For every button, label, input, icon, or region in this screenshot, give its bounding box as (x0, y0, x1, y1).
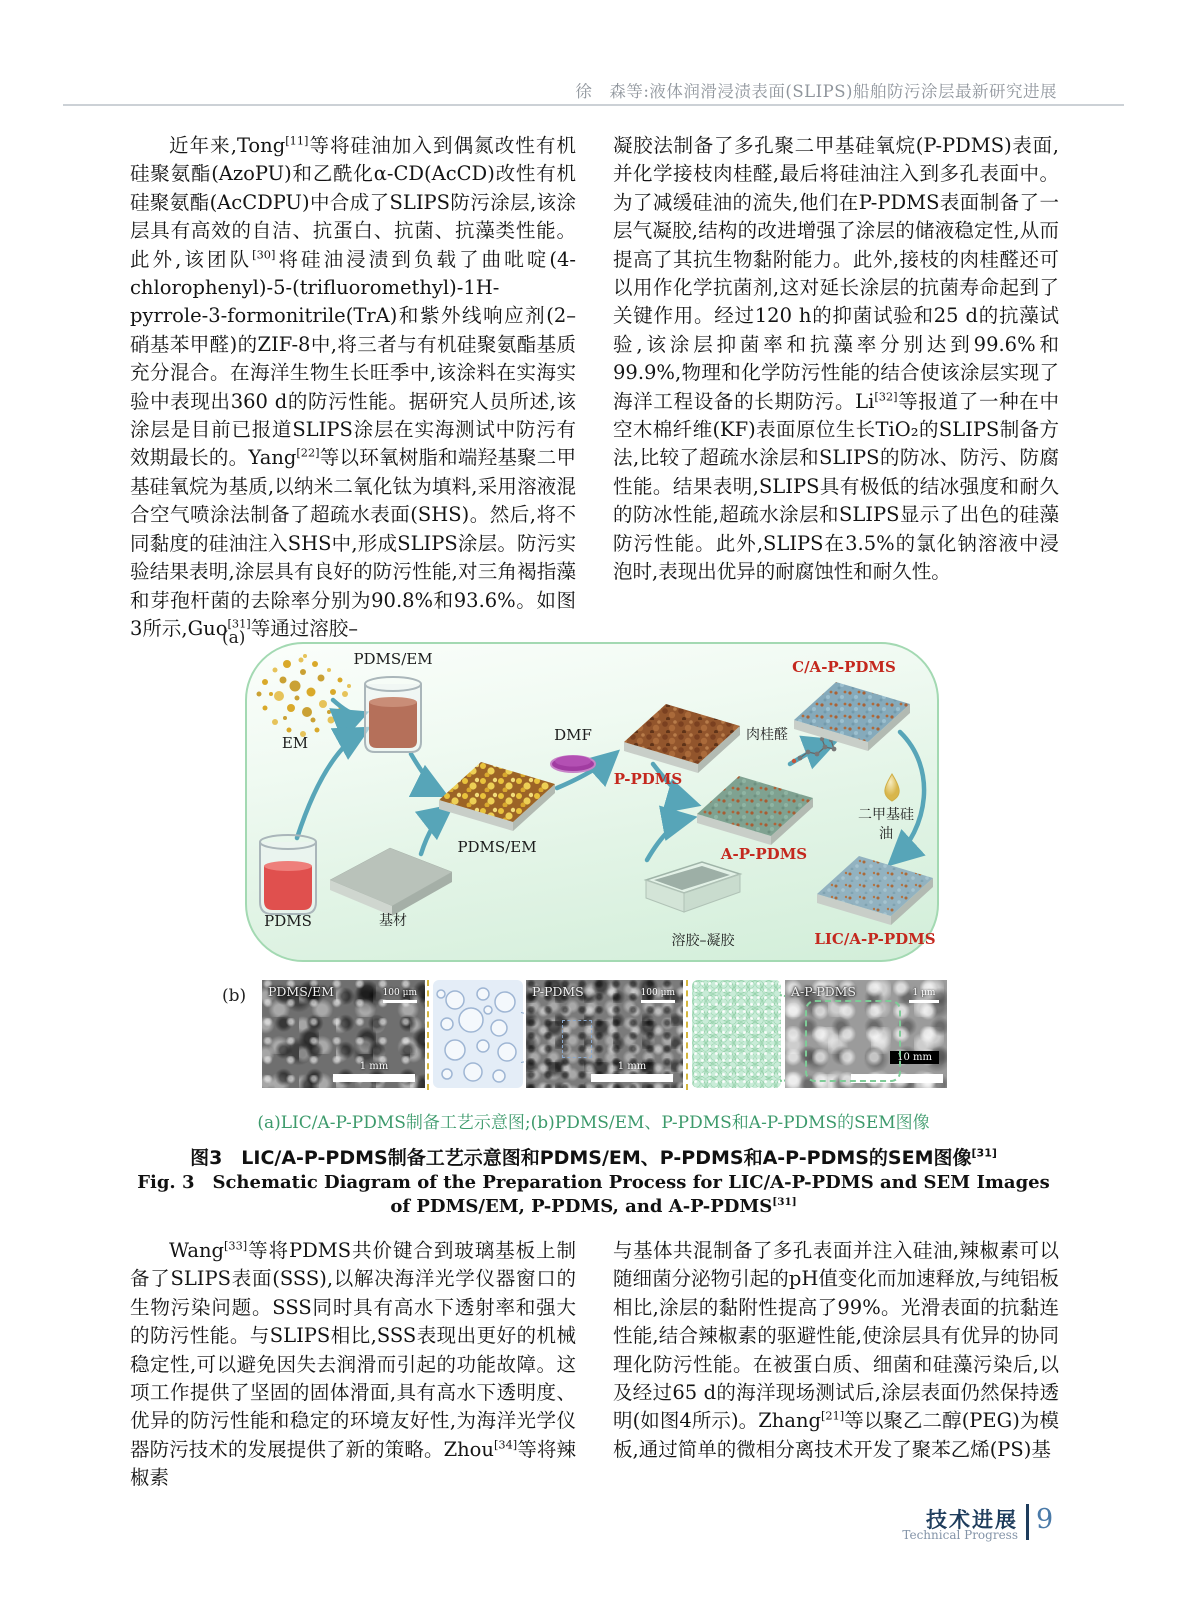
oil-drop-icon (885, 774, 899, 801)
panel-a-tag: (a) (222, 628, 246, 648)
sem-label: PDMS/EM (268, 984, 334, 999)
zoom-region-marker (805, 1000, 901, 1082)
dmf-dish-icon (551, 756, 595, 773)
scalebar-top: 100 μm (383, 988, 417, 1003)
body-columns-bottom (130, 1237, 1059, 1493)
label-a-p-pdms: A-P-PDMS (720, 845, 808, 863)
label-dmf: DMF (554, 726, 592, 744)
paragraph-right-top: 凝胶法制备了多孔聚二甲基硅氧烷(P-PDMS)表面,并化学接枝肉桂醛,最后将硅油注入到多孔表面中。为了减缓硅油的流失,他们在P-PDMS表面制备了一层气凝胶,结构的改进增强了涂层的储液稳定性,从而提高了其抗生物黏附能力。此外,接枝的肉桂醛还可以用作化学抗菌剂,这对延长涂层的抗菌寿命起到了关键作用。经过120 h的抑菌试验和25 d的抗藻试验,该涂层抑菌率和抗藻率分别达到99.6%和99.9%,物理和化学防污性能的结合使该涂层实现了海洋工程设备的长期防污。Li[32]等报道了一种在中空木棉纤维(KF)表面原位生长TiO₂的SLIPS制备方法,比较了超疏水涂层和SLIPS的防冰、防污、防腐性能。结果表明,SLIPS具有极低的结冰强度和耐久的防冰性能,超疏水涂层和SLIPS显示了出色的硅藻防污性能。此外,SLIPS在3.5%的氯化钠溶液中浸泡时,表现出优异的耐腐蚀性和耐久性。 (613, 134, 1059, 584)
pore-structure-blue-illustration (433, 980, 523, 1088)
dashed-separator (686, 980, 688, 1090)
zoom-region-marker (562, 1020, 592, 1058)
figure-subcaption: (a)LIC/A-P-PDMS制备工艺示意图;(b)PDMS/EM、P-PDMS和A-P-PDMS的SEM图像 (257, 1113, 930, 1133)
page-number: 9 (1036, 1504, 1054, 1535)
scalebar-bottom: 1 mm (333, 1061, 415, 1082)
scalebar-top: 1 μm (909, 988, 939, 1003)
label-cinnamaldehyde: 肉桂醛 (746, 727, 788, 743)
label-pdms: PDMS (264, 912, 312, 930)
figure-caption-en: Fig. 3 Schematic Diagram of the Preparation Process for LIC/A-P-PDMS and SEM Images of PDMS/EM, P-PDMS, and A-P-PDMS[31] (137, 1172, 1050, 1217)
footer-divider (1026, 1504, 1029, 1540)
p-pdms-surface-icon (624, 704, 740, 773)
header-rule (63, 104, 1124, 106)
scalebar-top: 100 μm (641, 988, 675, 1003)
label-sol-gel: 溶胶–凝胶 (671, 933, 735, 949)
c-a-p-pdms-surface-icon (794, 682, 910, 751)
running-title: 徐 森等:液体润滑浸渍表面(SLIPS)船舶防污涂层最新研究进展 (575, 82, 1057, 101)
label-c-a-p-pdms: C/A-P-PDMS (792, 658, 896, 676)
dashed-separator (427, 980, 429, 1090)
em-particles-icon (257, 654, 352, 737)
schematic-drawing (245, 642, 940, 958)
pdms-em-surface-icon (439, 762, 555, 831)
beaker-pdms-icon (260, 835, 316, 914)
body-columns-top (130, 132, 1059, 643)
pore-structure-green-illustration (692, 980, 781, 1088)
substrate-icon (330, 848, 452, 916)
sol-gel-tray-icon (646, 862, 740, 912)
label-pdms-em-surface: PDMS/EM (457, 838, 537, 856)
lic-a-p-pdms-surface-icon (817, 856, 933, 925)
footer-section-en: Technical Progress (902, 1528, 1018, 1542)
scalebar-bottom: 10 mm (890, 1051, 939, 1064)
sem-image-pdms-em (262, 980, 425, 1088)
sem-label: A-P-PDMS (791, 984, 856, 999)
figure-caption-zh: 图3 LIC/A-P-PDMS制备工艺示意图和PDMS/EM、P-PDMS和A-P-PDMS的SEM图像[31] (190, 1146, 997, 1169)
a-p-pdms-surface-icon (697, 776, 813, 845)
label-em: EM (281, 734, 309, 752)
paragraph-right-bottom: 与基体共混制备了多孔表面并注入硅油,辣椒素可以随细菌分泌物引起的pH值变化而加速释放,与纯铝板相比,涂层的黏附性提高了99%。光滑表面的抗黏连性能,结合辣椒素的驱避性能,使涂层具有优异的协同理化防污性能。在被蛋白质、细菌和硅藻污染后,以及经过65 d的海洋现场测试后,涂层表面仍然保持透明(如图4所示)。Zhang[21]等以聚乙二醇(PEG)为模板,通过简单的微相分离技术开发了聚苯乙烯(PS)基 (613, 1239, 1059, 1461)
sem-label: P-PDMS (532, 984, 584, 999)
paragraph-left-bottom: Wang[33]等将PDMS共价键合到玻璃基板上制备了SLIPS表面(SSS),以解决海洋光学仪器窗口的生物污染问题。SSS同时具有高水下透射率和强大的防污性能。与SLIPS相比,SSS表现出更好的机械稳定性,可以避免因失去润滑而引起的功能故障。这项工作提供了坚固的固体滑面,具有高水下透明度、优异的防污性能和稳定的环境友好性,为海洋光学仪器防污技术的发展提供了新的策略。Zhou[34]等将辣椒素 (130, 1239, 576, 1490)
label-lic-a-p-pdms: LIC/A-P-PDMS (814, 930, 936, 948)
beaker-pdms-em-icon (365, 677, 421, 752)
scalebar-bottom: 1 mm (591, 1061, 673, 1082)
panel-b-tag: (b) (222, 986, 247, 1006)
label-silicone-oil: 二甲基硅油 (858, 807, 914, 842)
footer-section-zh: 技术进展 (926, 1508, 1018, 1532)
label-pdms-em-mix: PDMS/EM (353, 650, 433, 668)
paragraph-left-top: 近年来,Tong[11]等将硅油加入到偶氮改性有机硅聚氨酯(AzoPU)和乙酰化α-CD(AcCD)改性有机硅聚氨酯(AcCDPU)中合成了SLIPS防污涂层,该涂层具有高效的自洁、抗蛋白、抗菌、抗藻类性能。此外,该团队[30]将硅油浸渍到负载了曲吡啶(4-chlorophenyl)-5-(trifluoromethyl)-1H-pyrrole-3-formonitrile(TrA)和紫外线响应剂(2–硝基苯甲醛)的ZIF-8中,将三者与有机硅聚氨酯基质充分混合。在海洋生物生长旺季中,该涂料在实海实验中表现出360 d的防污性能。据研究人员所述,该涂层是目前已报道SLIPS涂层在实海测试中防污有效期最长的。Yang[22]等以环氧树脂和端羟基聚二甲基硅氧烷为基质,以纳米二氧化钛为填料,采用溶液混合空气喷涂法制备了超疏水表面(SHS)。然后,将不同黏度的硅油注入SHS中,形成SLIPS涂层。防污实验结果表明,涂层具有良好的防污性能,对三角褐指藻和芽孢杆菌的去除率分别为90.8%和93.6%。如图3所示,Guo[31]等通过溶胶– (130, 134, 576, 640)
sem-image-p-pdms (526, 980, 683, 1088)
label-substrate: 基材 (379, 913, 407, 929)
label-p-pdms: P-PDMS (613, 770, 683, 788)
